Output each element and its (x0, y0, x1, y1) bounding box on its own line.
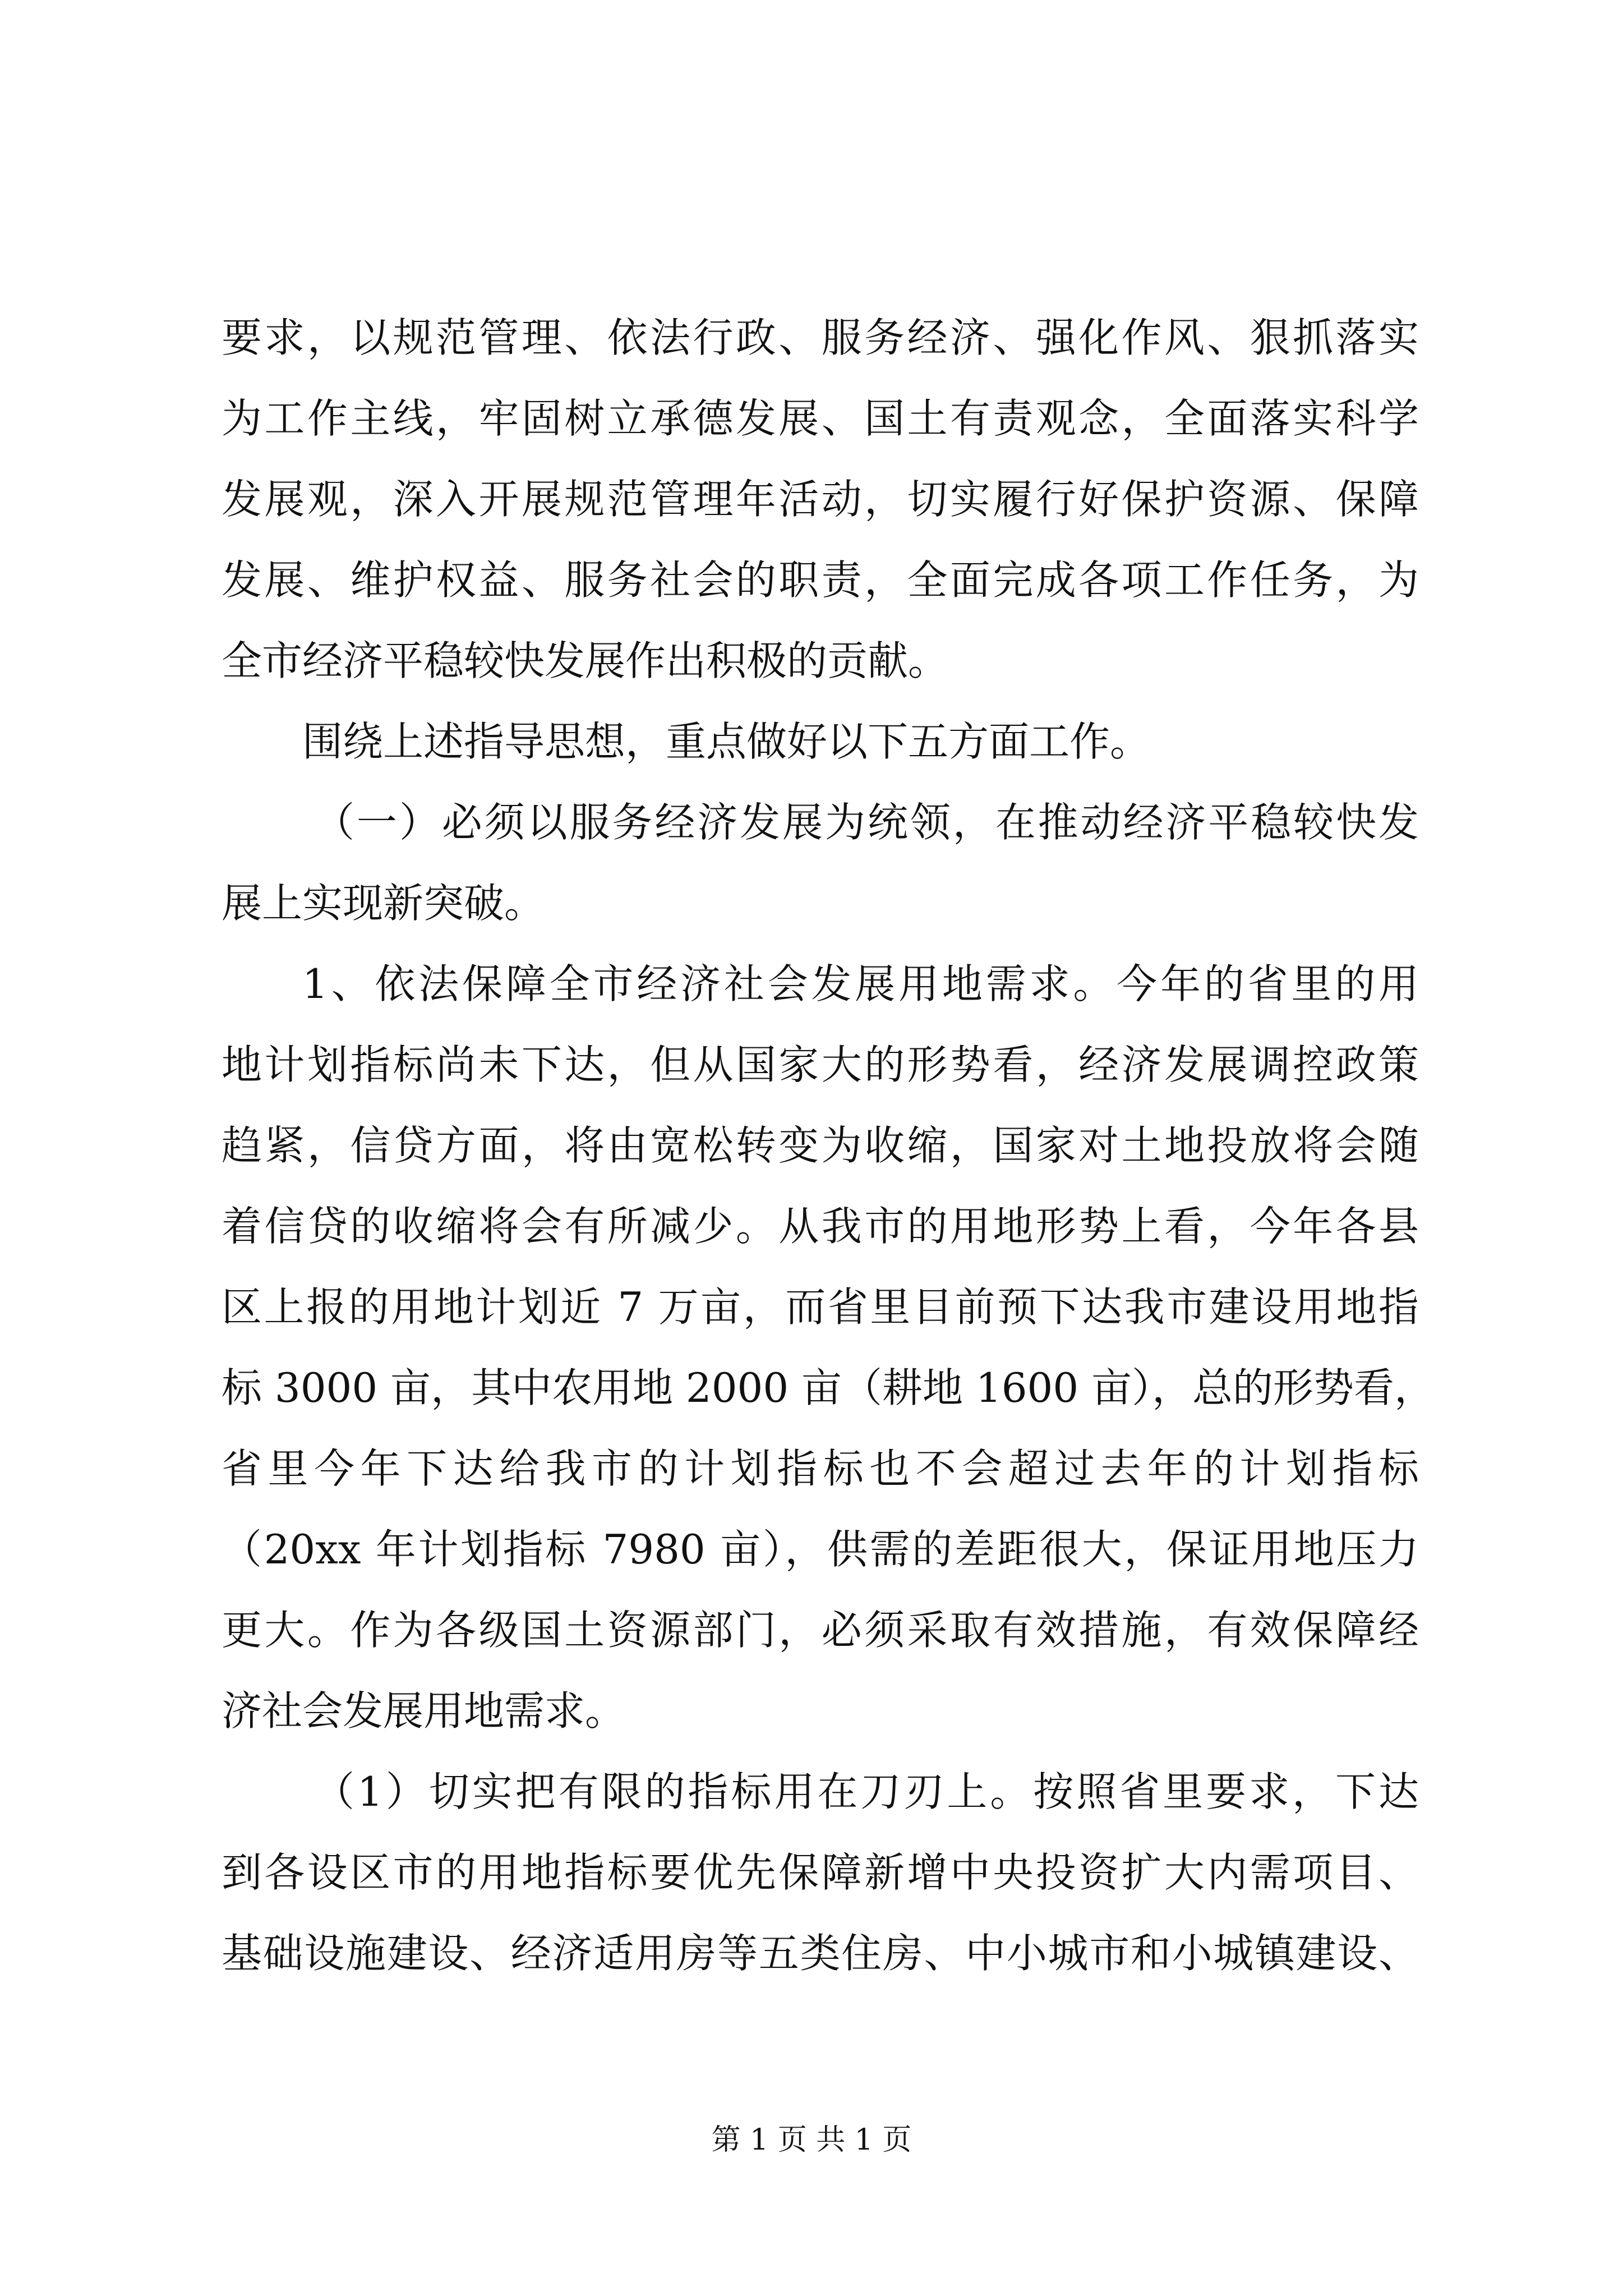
paragraph-line: 标 3000 亩，其中农用地 2000 亩（耕地 1600 亩），总的形势看， (222, 1364, 1435, 1411)
paragraph-line: 省里今年下达给我市的计划指标也不会超过去年的计划指标 (222, 1445, 1419, 1492)
paragraph-line: 全市经济平稳较快发展作出积极的贡献。 (222, 637, 949, 684)
paragraph-line: 为工作主线，牢固树立承德发展、国土有责观念，全面落实科学 (222, 395, 1419, 442)
paragraph-line: 要求，以规范管理、依法行政、服务经济、强化作风、狠抓落实 (222, 314, 1419, 361)
page-footer: 第 1 页 共 1 页 (711, 2123, 912, 2157)
paragraph-line: 围绕上述指导思想，重点做好以下五方面工作。 (302, 718, 1151, 765)
paragraph-line: 到各设区市的用地指标要优先保障新增中央投资扩大内需项目、 (222, 1849, 1419, 1896)
section-heading-line: （一）必须以服务经济发展为统领，在推动经济平稳较快发 (314, 799, 1419, 846)
paragraph-line: 更大。作为各级国土资源部门，必须采取有效措施，有效保障经 (222, 1607, 1419, 1654)
paragraph-line: 1、依法保障全市经济社会发展用地需求。今年的省里的用 (302, 960, 1419, 1007)
paragraph-line: 发展、维护权益、服务社会的职责，全面完成各项工作任务，为 (222, 556, 1419, 604)
paragraph-line: （20xx 年计划指标 7980 亩），供需的差距很大，保证用地压力 (222, 1526, 1419, 1573)
paragraph-line: 区上报的用地计划近 7 万亩，而省里目前预下达我市建设用地指 (222, 1283, 1419, 1331)
paragraph-line: （1）切实把有限的指标用在刀刃上。按照省里要求，下达 (314, 1768, 1419, 1815)
paragraph-line: 趋紧，信贷方面，将由宽松转变为收缩，国家对土地投放将会随 (222, 1122, 1419, 1169)
paragraph-line: 发展观，深入开展规范管理年活动，切实履行好保护资源、保障 (222, 476, 1419, 523)
paragraph-line: 地计划指标尚未下达，但从国家大的形势看，经济发展调控政策 (222, 1041, 1419, 1088)
paragraph-line: 基础设施建设、经济适用房等五类住房、中小城市和小城镇建设、 (222, 1930, 1419, 1977)
paragraph-line: 着信贷的收缩将会有所减少。从我市的用地形势上看，今年各县 (222, 1203, 1419, 1250)
document-body (222, 297, 1435, 1994)
paragraph-line: 济社会发展用地需求。 (222, 1687, 626, 1734)
section-heading-line: 展上实现新突破。 (222, 880, 545, 927)
